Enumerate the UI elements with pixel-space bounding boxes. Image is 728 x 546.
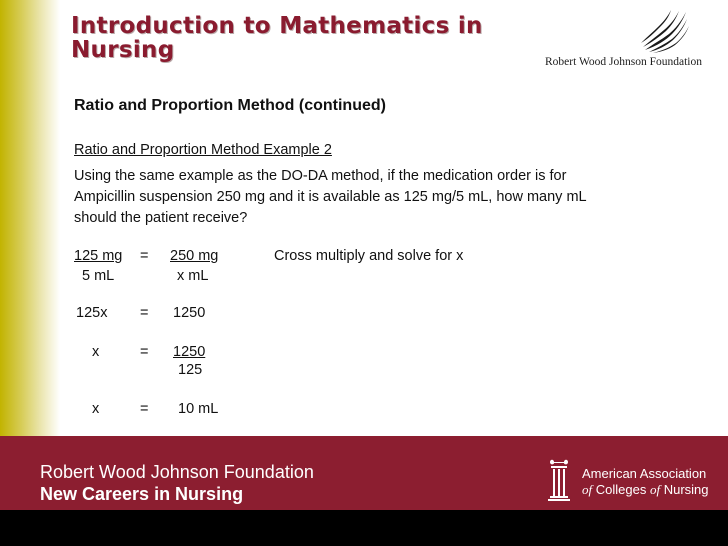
aacn-name-line1: American Association: [582, 466, 707, 481]
aacn-nursing: Nursing: [663, 482, 709, 497]
aacn-column-icon: [548, 458, 570, 502]
question-line: should the patient receive?: [74, 210, 248, 226]
step1-instruction: Cross multiply and solve for x: [274, 248, 464, 264]
step1-right-denominator: x mL: [177, 268, 209, 284]
rwjf-bird-logo-icon: [639, 10, 689, 54]
aacn-name-line2: [582, 482, 709, 498]
aacn-of-2: of: [649, 482, 661, 497]
footer-band: [0, 436, 728, 510]
slide-title: Introduction to Mathematics in Nursing: [71, 13, 483, 63]
question-line: Using the same example as the DO-DA method, if the medication order is for: [74, 168, 567, 184]
bottom-black-bar: [0, 510, 728, 546]
step1-left-numerator: 125 mg: [74, 248, 123, 264]
aacn-colleges: Colleges: [595, 482, 647, 497]
step4-left: x: [92, 401, 100, 417]
step2-equals: =: [140, 305, 149, 321]
question-line: Ampicillin suspension 250 mg and it is available as 125 mg/5 mL, how many mL: [74, 189, 587, 205]
aacn-of-1: of: [582, 482, 593, 497]
step2-left: 125x: [76, 305, 108, 321]
step3-right-denominator: 125: [178, 362, 203, 378]
example-heading: Ratio and Proportion Method Example 2: [74, 142, 332, 158]
step1-right-numerator: 250 mg: [170, 248, 219, 264]
footer-program-name: New Careers in Nursing: [40, 484, 244, 504]
left-accent-bar: [0, 0, 60, 436]
step2-right: 1250: [173, 305, 206, 321]
step1-left-denominator: 5 mL: [82, 268, 115, 284]
step4-equals: =: [140, 401, 149, 417]
step3-equals: =: [140, 344, 149, 360]
step3-left: x: [92, 344, 100, 360]
section-subtitle: Ratio and Proportion Method (continued): [74, 97, 386, 114]
rwjf-logo: [545, 10, 715, 72]
step4-right: 10 mL: [178, 401, 219, 417]
footer-org-name: Robert Wood Johnson Foundation: [40, 462, 314, 482]
step1-equals: =: [140, 248, 149, 264]
step3-right-numerator: 1250: [173, 344, 206, 360]
rwjf-logo-text: Robert Wood Johnson Foundation: [545, 56, 702, 68]
